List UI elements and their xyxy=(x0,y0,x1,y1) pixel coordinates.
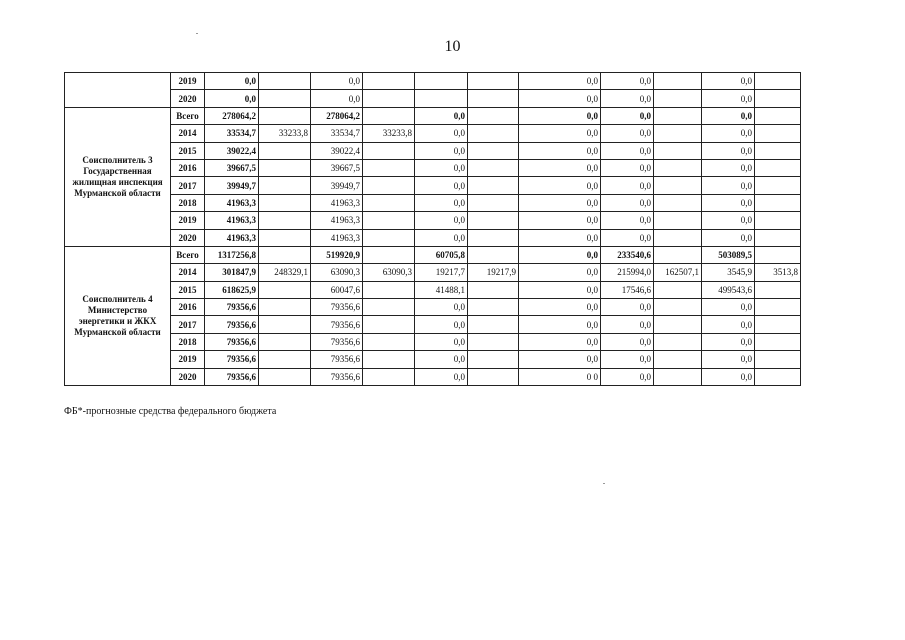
value-cell: 79356,6 xyxy=(311,316,363,333)
table-row xyxy=(65,264,801,281)
value-cell: 0,0 xyxy=(519,299,601,316)
value-cell: 17546,6 xyxy=(601,281,654,298)
value-cell xyxy=(755,229,801,246)
value-cell: 39949,7 xyxy=(311,177,363,194)
value-cell: 3513,8 xyxy=(755,264,801,281)
year-cell: 2014 xyxy=(171,125,205,142)
table-row xyxy=(65,142,801,159)
value-cell: 0,0 xyxy=(415,194,468,211)
value-cell xyxy=(654,246,702,263)
value-cell: 79356,6 xyxy=(311,368,363,385)
value-cell: 41488,1 xyxy=(415,281,468,298)
value-cell xyxy=(363,229,415,246)
value-cell: 79356,6 xyxy=(205,333,259,350)
value-cell xyxy=(468,194,519,211)
value-cell xyxy=(415,90,468,107)
value-cell: 0,0 xyxy=(702,177,755,194)
value-cell: 0 0 xyxy=(519,368,601,385)
value-cell: 618625,9 xyxy=(205,281,259,298)
value-cell xyxy=(363,368,415,385)
value-cell: 0,0 xyxy=(415,107,468,124)
value-cell xyxy=(755,177,801,194)
value-cell xyxy=(363,90,415,107)
value-cell: 33233,8 xyxy=(259,125,311,142)
value-cell: 41963,3 xyxy=(311,212,363,229)
value-cell: 301847,9 xyxy=(205,264,259,281)
budget-table xyxy=(64,72,801,386)
value-cell: 0,0 xyxy=(415,212,468,229)
table-row xyxy=(65,194,801,211)
scan-speck xyxy=(603,483,605,484)
value-cell: 0,0 xyxy=(205,73,259,90)
value-cell: 0,0 xyxy=(415,333,468,350)
value-cell xyxy=(468,351,519,368)
value-cell: 41963,3 xyxy=(311,194,363,211)
table-row xyxy=(65,229,801,246)
value-cell xyxy=(654,333,702,350)
value-cell: 41963,3 xyxy=(205,229,259,246)
value-cell: 499543,6 xyxy=(702,281,755,298)
value-cell xyxy=(755,90,801,107)
value-cell: 0,0 xyxy=(702,229,755,246)
value-cell: 0,0 xyxy=(601,299,654,316)
value-cell xyxy=(755,351,801,368)
value-cell: 63090,3 xyxy=(311,264,363,281)
year-cell: 2015 xyxy=(171,281,205,298)
value-cell: 39022,4 xyxy=(311,142,363,159)
value-cell: 0,0 xyxy=(205,90,259,107)
value-cell xyxy=(259,107,311,124)
value-cell xyxy=(468,159,519,176)
table-row xyxy=(65,212,801,229)
value-cell xyxy=(468,281,519,298)
value-cell xyxy=(654,177,702,194)
year-cell: 2019 xyxy=(171,73,205,90)
value-cell xyxy=(259,229,311,246)
value-cell: 0,0 xyxy=(601,177,654,194)
year-cell: 2014 xyxy=(171,264,205,281)
value-cell xyxy=(259,368,311,385)
value-cell xyxy=(654,229,702,246)
value-cell: 60047,6 xyxy=(311,281,363,298)
value-cell: 79356,6 xyxy=(205,316,259,333)
executor-name-cell: Соисполнитель 3 Государственная жилищная инспекция Мурманской области xyxy=(65,107,171,246)
year-cell: 2020 xyxy=(171,368,205,385)
value-cell xyxy=(468,177,519,194)
value-cell: 39949,7 xyxy=(205,177,259,194)
value-cell: 233540,6 xyxy=(601,246,654,263)
value-cell: 0,0 xyxy=(702,351,755,368)
value-cell: 0,0 xyxy=(601,159,654,176)
value-cell: 0,0 xyxy=(601,125,654,142)
table-row xyxy=(65,159,801,176)
value-cell xyxy=(654,107,702,124)
value-cell: 0,0 xyxy=(311,90,363,107)
value-cell: 162507,1 xyxy=(654,264,702,281)
value-cell: 0,0 xyxy=(415,299,468,316)
value-cell xyxy=(755,333,801,350)
value-cell xyxy=(363,142,415,159)
value-cell: 0,0 xyxy=(601,194,654,211)
value-cell: 0,0 xyxy=(311,73,363,90)
value-cell xyxy=(259,142,311,159)
value-cell xyxy=(363,299,415,316)
value-cell: 0,0 xyxy=(601,107,654,124)
value-cell xyxy=(755,212,801,229)
value-cell xyxy=(415,73,468,90)
value-cell: 0,0 xyxy=(601,351,654,368)
table-row xyxy=(65,299,801,316)
value-cell xyxy=(654,159,702,176)
value-cell xyxy=(468,316,519,333)
value-cell xyxy=(468,229,519,246)
value-cell: 0,0 xyxy=(702,73,755,90)
value-cell xyxy=(654,281,702,298)
table-row xyxy=(65,246,801,263)
value-cell xyxy=(468,333,519,350)
year-cell: 2017 xyxy=(171,316,205,333)
value-cell xyxy=(259,246,311,263)
value-cell xyxy=(363,177,415,194)
value-cell: 503089,5 xyxy=(702,246,755,263)
value-cell: 0,0 xyxy=(519,333,601,350)
value-cell: 0,0 xyxy=(415,368,468,385)
value-cell xyxy=(363,212,415,229)
value-cell: 79356,6 xyxy=(205,368,259,385)
value-cell xyxy=(755,194,801,211)
executor-name-cell: Соисполнитель 4 Министерство энергетики и ЖКХ Мурманской области xyxy=(65,246,171,385)
value-cell: 0,0 xyxy=(702,194,755,211)
year-cell: 2019 xyxy=(171,351,205,368)
value-cell: 0,0 xyxy=(519,73,601,90)
value-cell xyxy=(755,316,801,333)
value-cell xyxy=(363,246,415,263)
value-cell xyxy=(654,142,702,159)
value-cell xyxy=(468,90,519,107)
value-cell: 0,0 xyxy=(519,212,601,229)
executor-name-cell xyxy=(65,73,171,108)
value-cell: 0,0 xyxy=(519,246,601,263)
value-cell xyxy=(363,316,415,333)
value-cell: 0,0 xyxy=(601,90,654,107)
value-cell: 0,0 xyxy=(415,229,468,246)
year-cell: 2016 xyxy=(171,299,205,316)
page-number: 10 xyxy=(444,38,461,55)
value-cell: 0,0 xyxy=(601,316,654,333)
year-cell: 2015 xyxy=(171,142,205,159)
value-cell xyxy=(259,281,311,298)
year-cell: 2017 xyxy=(171,177,205,194)
value-cell: 33534,7 xyxy=(205,125,259,142)
budget-table-body xyxy=(65,73,801,386)
value-cell: 79356,6 xyxy=(205,299,259,316)
value-cell: 39667,5 xyxy=(205,159,259,176)
value-cell: 0,0 xyxy=(519,142,601,159)
value-cell: 33233,8 xyxy=(363,125,415,142)
value-cell xyxy=(259,351,311,368)
value-cell: 19217,9 xyxy=(468,264,519,281)
value-cell: 0,0 xyxy=(519,159,601,176)
value-cell: 248329,1 xyxy=(259,264,311,281)
value-cell: 0,0 xyxy=(519,194,601,211)
value-cell: 0,0 xyxy=(415,316,468,333)
value-cell xyxy=(654,194,702,211)
value-cell xyxy=(755,125,801,142)
value-cell: 41963,3 xyxy=(205,194,259,211)
value-cell xyxy=(363,194,415,211)
value-cell xyxy=(755,159,801,176)
value-cell xyxy=(654,73,702,90)
value-cell: 278064,2 xyxy=(311,107,363,124)
value-cell: 0,0 xyxy=(519,177,601,194)
year-cell: Всего xyxy=(171,107,205,124)
value-cell xyxy=(363,73,415,90)
value-cell: 0,0 xyxy=(601,142,654,159)
value-cell: 60705,8 xyxy=(415,246,468,263)
value-cell: 0,0 xyxy=(519,264,601,281)
value-cell: 0,0 xyxy=(415,159,468,176)
value-cell xyxy=(259,177,311,194)
value-cell: 39667,5 xyxy=(311,159,363,176)
value-cell: 79356,6 xyxy=(311,351,363,368)
value-cell xyxy=(755,107,801,124)
table-row xyxy=(65,281,801,298)
value-cell: 0,0 xyxy=(601,229,654,246)
value-cell xyxy=(755,73,801,90)
value-cell: 0,0 xyxy=(519,125,601,142)
value-cell: 33534,7 xyxy=(311,125,363,142)
value-cell: 0,0 xyxy=(519,90,601,107)
value-cell xyxy=(468,368,519,385)
value-cell: 0,0 xyxy=(415,125,468,142)
value-cell: 0,0 xyxy=(601,212,654,229)
value-cell: 0,0 xyxy=(702,125,755,142)
value-cell xyxy=(363,159,415,176)
value-cell xyxy=(259,90,311,107)
year-cell: 2019 xyxy=(171,212,205,229)
table-row xyxy=(65,125,801,142)
value-cell: 0,0 xyxy=(519,316,601,333)
value-cell xyxy=(363,351,415,368)
value-cell xyxy=(468,212,519,229)
value-cell xyxy=(468,299,519,316)
value-cell xyxy=(259,299,311,316)
value-cell: 0,0 xyxy=(702,368,755,385)
year-cell: 2018 xyxy=(171,333,205,350)
value-cell xyxy=(468,125,519,142)
value-cell xyxy=(654,299,702,316)
table-row xyxy=(65,107,801,124)
value-cell: 79356,6 xyxy=(205,351,259,368)
value-cell: 0,0 xyxy=(415,142,468,159)
value-cell xyxy=(654,212,702,229)
footnote: ФБ*-прогнозные средства федерального бюджета xyxy=(64,406,277,417)
value-cell: 0,0 xyxy=(601,368,654,385)
value-cell xyxy=(654,125,702,142)
value-cell xyxy=(259,159,311,176)
value-cell xyxy=(755,299,801,316)
value-cell: 0,0 xyxy=(415,351,468,368)
value-cell: 519920,9 xyxy=(311,246,363,263)
year-cell: 2016 xyxy=(171,159,205,176)
value-cell: 39022,4 xyxy=(205,142,259,159)
table-row xyxy=(65,73,801,90)
year-cell: 2020 xyxy=(171,90,205,107)
value-cell: 79356,6 xyxy=(311,299,363,316)
value-cell xyxy=(363,107,415,124)
value-cell: 0,0 xyxy=(702,212,755,229)
year-cell: 2018 xyxy=(171,194,205,211)
table-row xyxy=(65,368,801,385)
value-cell xyxy=(363,333,415,350)
value-cell: 0,0 xyxy=(702,142,755,159)
table-row xyxy=(65,177,801,194)
value-cell xyxy=(468,142,519,159)
value-cell: 0,0 xyxy=(702,316,755,333)
year-cell: 2020 xyxy=(171,229,205,246)
table-row xyxy=(65,90,801,107)
value-cell: 278064,2 xyxy=(205,107,259,124)
value-cell xyxy=(363,281,415,298)
value-cell: 0,0 xyxy=(702,299,755,316)
value-cell: 41963,3 xyxy=(205,212,259,229)
value-cell xyxy=(755,246,801,263)
value-cell: 0,0 xyxy=(519,229,601,246)
value-cell: 0,0 xyxy=(702,159,755,176)
value-cell xyxy=(259,212,311,229)
value-cell xyxy=(468,107,519,124)
value-cell xyxy=(654,351,702,368)
value-cell: 63090,3 xyxy=(363,264,415,281)
value-cell: 19217,7 xyxy=(415,264,468,281)
value-cell: 0,0 xyxy=(519,281,601,298)
value-cell: 0,0 xyxy=(702,90,755,107)
value-cell: 0,0 xyxy=(519,351,601,368)
value-cell: 41963,3 xyxy=(311,229,363,246)
value-cell xyxy=(654,316,702,333)
value-cell: 0,0 xyxy=(601,73,654,90)
value-cell: 0,0 xyxy=(415,177,468,194)
value-cell: 3545,9 xyxy=(702,264,755,281)
value-cell xyxy=(654,90,702,107)
table-row xyxy=(65,351,801,368)
value-cell xyxy=(755,368,801,385)
table-row xyxy=(65,316,801,333)
value-cell xyxy=(468,246,519,263)
value-cell: 215994,0 xyxy=(601,264,654,281)
value-cell: 0,0 xyxy=(702,333,755,350)
scan-speck xyxy=(196,33,198,34)
value-cell xyxy=(259,316,311,333)
table-row xyxy=(65,333,801,350)
value-cell xyxy=(259,194,311,211)
year-cell: Всего xyxy=(171,246,205,263)
value-cell: 0,0 xyxy=(601,333,654,350)
value-cell: 0,0 xyxy=(519,107,601,124)
value-cell xyxy=(755,281,801,298)
value-cell xyxy=(259,333,311,350)
value-cell: 0,0 xyxy=(702,107,755,124)
value-cell xyxy=(259,73,311,90)
value-cell xyxy=(755,142,801,159)
value-cell xyxy=(654,368,702,385)
value-cell xyxy=(468,73,519,90)
value-cell: 1317256,8 xyxy=(205,246,259,263)
value-cell: 79356,6 xyxy=(311,333,363,350)
